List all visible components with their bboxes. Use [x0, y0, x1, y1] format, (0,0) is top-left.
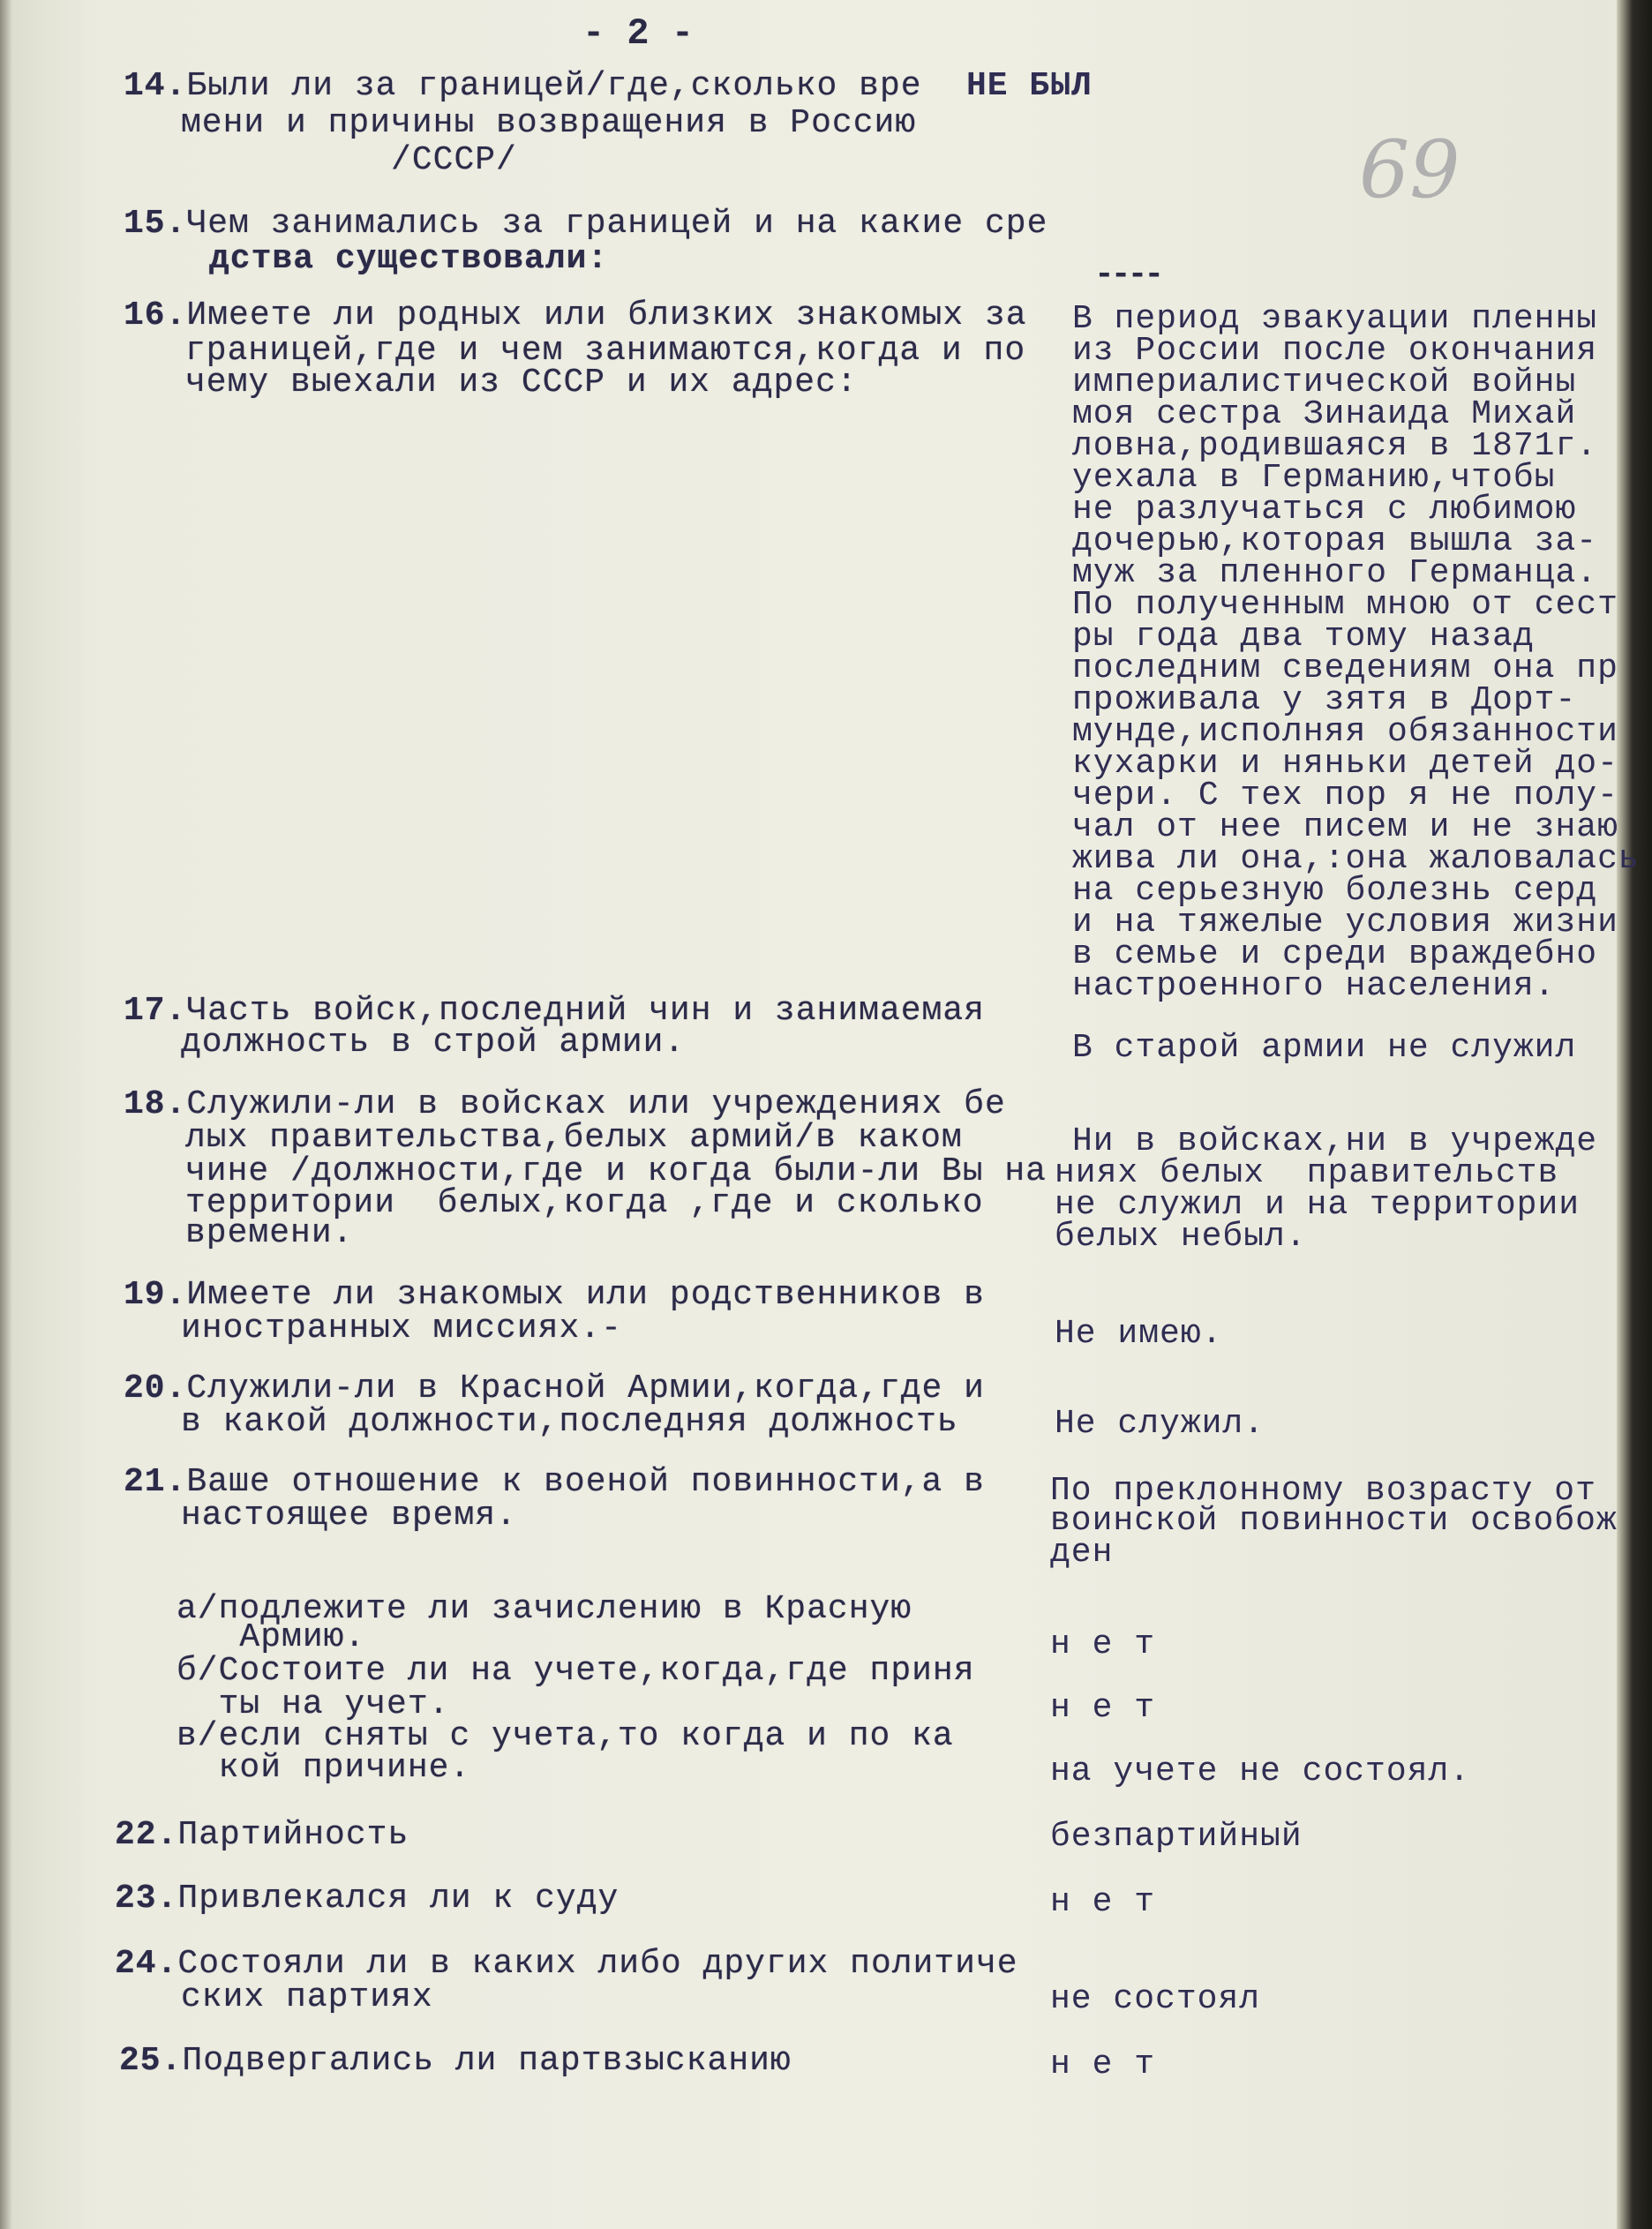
subquestion-line: кой причине.: [176, 1749, 471, 1787]
question-line: Были ли за границей/где,сколько вре: [186, 67, 922, 105]
answer-21b: н е т: [1050, 1689, 1156, 1727]
answer-line: не разлучаться с любимою: [1072, 491, 1577, 529]
answer-line: из России после окончания: [1072, 332, 1598, 370]
question-line: Служили-ли в войсках или учреждениях бе: [186, 1085, 1006, 1123]
answer-line: настроенного населения.: [1072, 967, 1556, 1005]
question-20: [124, 1370, 985, 1407]
question-line: Имеете ли родных или близких знакомых за: [186, 296, 1027, 334]
answer-line: на серьезную болезнь серд: [1072, 872, 1598, 910]
answer-line: ниях белых правительств: [1055, 1154, 1559, 1192]
answer-line: В период эвакуации пленны: [1072, 300, 1598, 338]
answer-line: ры года два тому назад: [1072, 618, 1535, 656]
question-line: Подвергались ли партвзысканию: [182, 2042, 792, 2080]
question-line: чему выехали из СССР и их адрес:: [185, 364, 858, 402]
question-line: Служили-ли в Красной Армии,когда,где и: [186, 1370, 985, 1407]
answer-line: в семье и среди враждебно: [1072, 935, 1598, 973]
question-line: Чем занимались за границей и на какие сре: [186, 205, 1048, 243]
answer-line: моя сестра Зинаида Михай: [1072, 395, 1577, 433]
question-24: [115, 1945, 1018, 1983]
answer-17: В старой армии не служил: [1072, 1029, 1577, 1067]
answer-20: Не служил.: [1055, 1405, 1265, 1443]
question-line: мени и причины возвращения в Россию: [181, 104, 917, 142]
question-14: [124, 67, 922, 105]
answer-line: и на тяжелые условия жизни: [1072, 904, 1618, 942]
question-number: 23.: [115, 1880, 178, 1918]
answer-19: Не имею.: [1055, 1315, 1223, 1353]
answer-line: дочерью,которая вышла за-: [1072, 522, 1598, 560]
question-number: 14.: [124, 67, 187, 105]
answer-line: воинской повинности освобож: [1050, 1502, 1618, 1540]
answer-line: Ни в войсках,ни в учрежде: [1072, 1122, 1598, 1160]
answer-21c: на учете не состоял.: [1050, 1752, 1471, 1790]
question-line: настоящее время.: [181, 1497, 517, 1535]
question-line: лых правительства,белых армий/в каком: [185, 1119, 963, 1157]
page-right-edge: [1617, 0, 1652, 2229]
answer-line: уехала в Германию,чтобы: [1072, 459, 1556, 497]
question-18: [124, 1085, 1006, 1123]
page-left-shadow: [0, 0, 12, 2229]
question-number: 15.: [124, 205, 187, 243]
question-line: Состояли ли в каких либо других политиче: [177, 1945, 1018, 1983]
answer-15: ----: [1094, 256, 1161, 294]
answer-line: мунде,исполняя обязанности: [1072, 713, 1618, 751]
question-line: Привлекался ли к суду: [177, 1880, 620, 1918]
answer-21a: н е т: [1050, 1625, 1156, 1663]
answer-line: жива ли она,:она жаловалась: [1072, 840, 1640, 878]
question-16: [124, 296, 1027, 334]
subquestion-line: а/подлежите ли зачислению в Красную: [176, 1590, 912, 1628]
answer-line: ден: [1050, 1534, 1114, 1572]
answer-22: безпартийный: [1050, 1818, 1303, 1856]
question-line: /СССР/: [181, 141, 517, 179]
question-number: 17.: [124, 992, 187, 1030]
question-line: чине /должности,где и когда были-ли Вы на: [185, 1152, 1047, 1190]
question-number: 24.: [115, 1945, 178, 1983]
page-number: - 2 -: [582, 12, 695, 55]
question-19: [124, 1276, 985, 1314]
question-line: дства существовали:: [209, 240, 609, 278]
question-22: [115, 1816, 409, 1854]
answer-line: чал от нее писем и не знаю: [1072, 808, 1618, 846]
handwritten-page-number: 69: [1359, 124, 1461, 216]
answer-line: По полученным мною от сест: [1072, 586, 1618, 624]
answer-line: белых небыл.: [1055, 1218, 1307, 1256]
answer-line: империалистической войны: [1072, 364, 1577, 402]
question-17: [124, 992, 985, 1030]
subquestion-line: в/если сняты с учета,то когда и по ка: [176, 1717, 954, 1755]
question-line: Имеете ли знакомых или родственников в: [186, 1276, 985, 1314]
answer-line: муж за пленного Германца.: [1072, 554, 1598, 592]
question-line: территории белых,когда ,где и сколько: [185, 1184, 984, 1222]
answer-23: н е т: [1050, 1883, 1156, 1921]
question-number: 22.: [115, 1816, 178, 1854]
question-line: Часть войск,последний чин и занимаемая: [186, 992, 985, 1030]
question-number: 20.: [124, 1370, 187, 1407]
answer-24: не состоял: [1050, 1980, 1261, 2018]
question-line: ских партиях: [181, 1978, 433, 2016]
question-line: в какой должности,последняя должность: [181, 1403, 958, 1441]
answer-25: н е т: [1050, 2045, 1156, 2083]
answer-line: проживала у зятя в Дорт-: [1072, 681, 1577, 719]
question-line: Партийность: [177, 1816, 409, 1854]
answer-14: НЕ БЫЛ: [966, 67, 1093, 105]
question-15: [124, 205, 1048, 243]
subquestion-line: б/Состоите ли на учете,когда,где приня: [176, 1652, 975, 1690]
question-number: 16.: [124, 296, 187, 334]
question-23: [115, 1880, 620, 1918]
question-number: 18.: [124, 1085, 187, 1123]
question-line: времени.: [185, 1214, 354, 1252]
answer-line: последним сведениям она пр: [1072, 649, 1618, 687]
question-number: 21.: [124, 1463, 187, 1501]
answer-line: ловна,родившаяся в 1871г.: [1072, 427, 1598, 465]
question-line: должность в строй армии.: [181, 1024, 686, 1062]
subquestion-line: ты на учет.: [176, 1685, 450, 1723]
answer-line: чери. С тех пор я не полу-: [1072, 777, 1618, 814]
question-line: границей,где и чем занимаются,когда и по: [185, 332, 1026, 370]
answer-line: не служил и на территории: [1055, 1186, 1581, 1224]
question-21: [124, 1463, 985, 1501]
subquestion-line: Армию.: [176, 1618, 366, 1656]
question-number: 25.: [119, 2042, 183, 2080]
question-line: иностранных миссиях.-: [181, 1310, 622, 1347]
question-25: [119, 2042, 792, 2080]
answer-line: кухарки и няньки детей до-: [1072, 745, 1618, 783]
question-number: 19.: [124, 1276, 187, 1314]
answer-line: По преклонному возрасту от: [1050, 1472, 1596, 1510]
question-line: Ваше отношение к военой повинности,а в: [186, 1463, 985, 1501]
